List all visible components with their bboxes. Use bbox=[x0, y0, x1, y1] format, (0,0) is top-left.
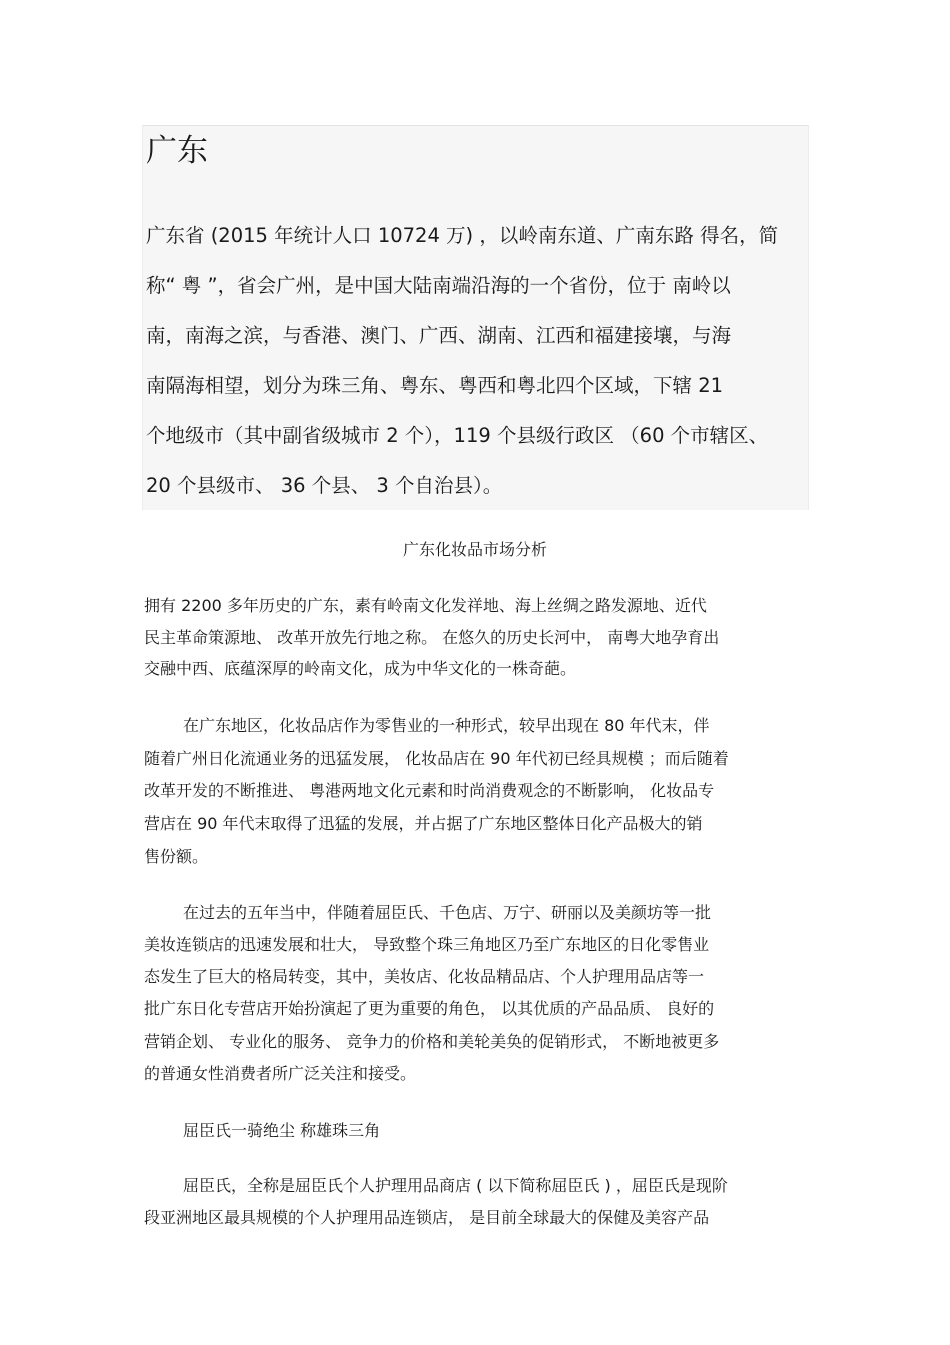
paragraph-line: 交融中西、底蕴深厚的岭南文化，成为中华文化的一株奇葩。 bbox=[144, 659, 577, 678]
paragraph-line: 营销企划、 专业化的服务、 竞争力的价格和美轮美奂的促销形式， 不断地被更多 bbox=[144, 1032, 720, 1051]
paragraph-line: 屈臣氏，全称是屈臣氏个人护理用品商店 ( 以下简称屈臣氏 ) ，屈臣氏是现阶 bbox=[183, 1176, 728, 1195]
paragraph-line: 售份额。 bbox=[144, 847, 209, 866]
paragraph-line: 美妆连锁店的迅速发展和壮大， 导致整个珠三角地区乃至广东地区的日化零售业 bbox=[144, 935, 710, 954]
paragraph-line: 拥有 2200 多年历史的广东，素有岭南文化发祥地、海上丝绸之路发源地、近代 bbox=[144, 596, 707, 615]
intro-line: 20 个县级市、 36 个县、 3 个自治县）。 bbox=[146, 474, 503, 497]
paragraph-line: 的普通女性消费者所广泛关注和接受。 bbox=[144, 1064, 417, 1083]
paragraph-line: 改革开发的不断推进、 粤港两地文化元素和时尚消费观念的不断影响， 化妆品专 bbox=[144, 781, 715, 800]
paragraph-line: 民主革命策源地、 改革开放先行地之称。 在悠久的历史长河中， 南粤大地孕育出 bbox=[144, 628, 720, 647]
paragraph-line: 营店在 90 年代末取得了迅猛的发展，并占据了广东地区整体日化产品极大的销 bbox=[144, 814, 703, 833]
section-subheading: 屈臣氏一骑绝尘 称雄珠三角 bbox=[183, 1121, 381, 1140]
page-title: 广东 bbox=[146, 133, 208, 169]
intro-box bbox=[142, 125, 809, 510]
intro-line: 南隔海相望，划分为珠三角、粤东、粤西和粤北四个区域，下辖 21 bbox=[146, 374, 724, 397]
paragraph-line: 在广东地区，化妆品店作为零售业的一种形式，较早出现在 80 年代末，伴 bbox=[183, 716, 710, 735]
paragraph-line: 态发生了巨大的格局转变，其中，美妆店、化妆品精品店、个人护理用品店等一 bbox=[144, 967, 705, 986]
paragraph-line: 批广东日化专营店开始扮演起了更为重要的角色， 以其优质的产品品质、 良好的 bbox=[144, 999, 715, 1018]
intro-line: 称“ 粤 ”，省会广州，是中国大陆南端沿海的一个省份，位于 南岭以 bbox=[146, 274, 731, 297]
paragraph-line: 段亚洲地区最具规模的个人护理用品连锁店， 是目前全球最大的保健及美容产品 bbox=[144, 1208, 710, 1227]
intro-line: 个地级市（其中副省级城市 2 个），119 个县级行政区 （60 个市辖区、 bbox=[146, 424, 769, 447]
paragraph-line: 在过去的五年当中，伴随着屈臣氏、千色店、万宁、研丽以及美颜坊等一批 bbox=[183, 903, 712, 922]
paragraph-line: 随着广州日化流通业务的迅猛发展， 化妆品店在 90 年代初已经具规模 ；而后随着 bbox=[144, 749, 729, 768]
intro-line: 南，南海之滨，与香港、澳门、广西、湖南、江西和福建接壤，与海 bbox=[146, 324, 732, 347]
article-heading: 广东化妆品市场分析 bbox=[402, 540, 547, 559]
intro-line: 广东省 (2015 年统计人口 10724 万) ，以岭南东道、广南东路 得名，简 bbox=[146, 224, 779, 247]
